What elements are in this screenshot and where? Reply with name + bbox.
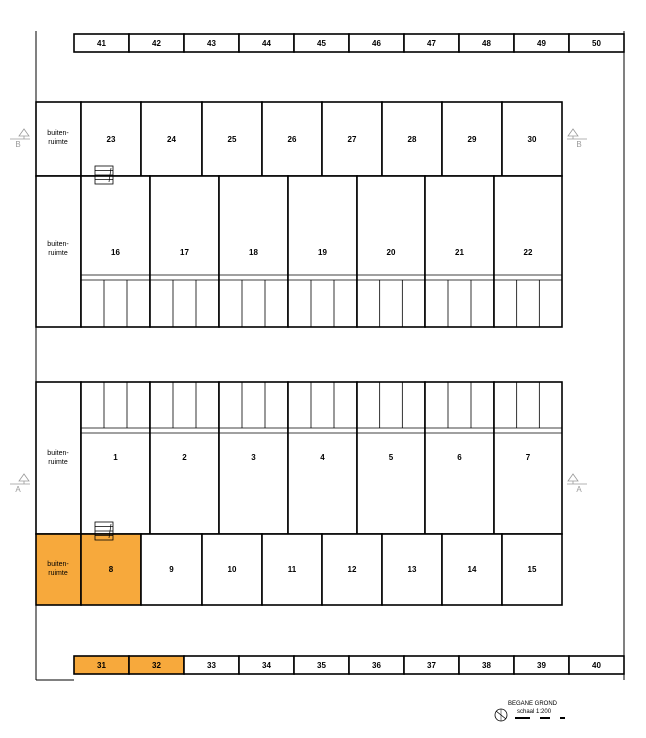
unit-number-37: 37 (427, 661, 436, 670)
outdoor-label-lower-1-line2: ruimte (48, 459, 68, 466)
unit-number-46: 46 (372, 39, 381, 48)
outdoor-label-upper-1-line2: ruimte (48, 139, 68, 146)
unit-number-41: 41 (97, 39, 106, 48)
unit-number-21: 21 (455, 248, 464, 257)
unit-number-19: 19 (318, 248, 327, 257)
unit-number-4: 4 (320, 453, 325, 462)
unit-number-24: 24 (167, 135, 176, 144)
section-marker-a-right (567, 474, 587, 494)
unit-number-32: 32 (152, 661, 161, 670)
drawing-scale: schaal 1:200 (517, 709, 552, 715)
unit-number-40: 40 (592, 661, 601, 670)
outdoor-space-lower-1 (36, 382, 81, 534)
unit-number-39: 39 (537, 661, 546, 670)
unit-number-22: 22 (523, 248, 533, 257)
unit-number-31: 31 (97, 661, 106, 670)
unit-number-25: 25 (227, 135, 237, 144)
unit-number-43: 43 (207, 39, 216, 48)
section-marker-a-left-label: A (15, 485, 21, 494)
unit-number-44: 44 (262, 39, 271, 48)
unit-number-6: 6 (457, 453, 462, 462)
section-marker-b-left-label: B (15, 140, 21, 149)
outdoor-label-lower-1-line1: buiten- (47, 450, 69, 457)
unit-number-23: 23 (106, 135, 116, 144)
section-marker-a-left (10, 474, 30, 494)
section-marker-b-right-label: B (576, 140, 582, 149)
outdoor-label-upper-2-line2: ruimte (48, 250, 68, 257)
unit-number-38: 38 (482, 661, 491, 670)
outdoor-label-lower-2-line1: buiten- (47, 561, 69, 568)
unit-number-50: 50 (592, 39, 601, 48)
unit-number-42: 42 (152, 39, 161, 48)
unit-number-48: 48 (482, 39, 491, 48)
unit-number-7: 7 (525, 453, 531, 462)
unit-number-11: 11 (287, 565, 297, 574)
unit-number-27: 27 (347, 135, 357, 144)
section-marker-a-right-label: A (576, 485, 582, 494)
unit-number-26: 26 (287, 135, 297, 144)
unit-number-5: 5 (388, 453, 394, 462)
unit-number-14: 14 (467, 565, 477, 574)
unit-number-49: 49 (537, 39, 546, 48)
north-arrow-icon (495, 709, 507, 721)
outdoor-label-lower-2-line2: ruimte (48, 570, 68, 577)
unit-number-16: 16 (111, 248, 120, 257)
unit-number-18: 18 (249, 248, 258, 257)
unit-number-2: 2 (182, 453, 187, 462)
scale-bar (515, 717, 565, 719)
drawing-title: BEGANE GROND (508, 701, 558, 707)
unit-number-36: 36 (372, 661, 381, 670)
unit-number-12: 12 (347, 565, 357, 574)
unit-number-34: 34 (262, 661, 271, 670)
outdoor-label-upper-2-line1: buiten- (47, 241, 69, 248)
unit-number-1: 1 (113, 453, 118, 462)
unit-number-15: 15 (527, 565, 537, 574)
unit-number-13: 13 (407, 565, 417, 574)
unit-number-45: 45 (317, 39, 326, 48)
unit-number-33: 33 (207, 661, 216, 670)
unit-number-35: 35 (317, 661, 326, 670)
unit-number-9: 9 (169, 565, 174, 574)
unit-number-17: 17 (180, 248, 189, 257)
unit-number-29: 29 (467, 135, 477, 144)
unit-number-3: 3 (251, 453, 256, 462)
section-marker-b-right (567, 129, 587, 149)
section-marker-b-left (10, 129, 30, 149)
outdoor-label-upper-1-line1: buiten- (47, 130, 69, 137)
unit-number-20: 20 (386, 248, 396, 257)
unit-number-10: 10 (227, 565, 237, 574)
unit-number-30: 30 (527, 135, 537, 144)
unit-number-28: 28 (407, 135, 417, 144)
unit-number-8: 8 (108, 565, 114, 574)
unit-number-47: 47 (427, 39, 436, 48)
